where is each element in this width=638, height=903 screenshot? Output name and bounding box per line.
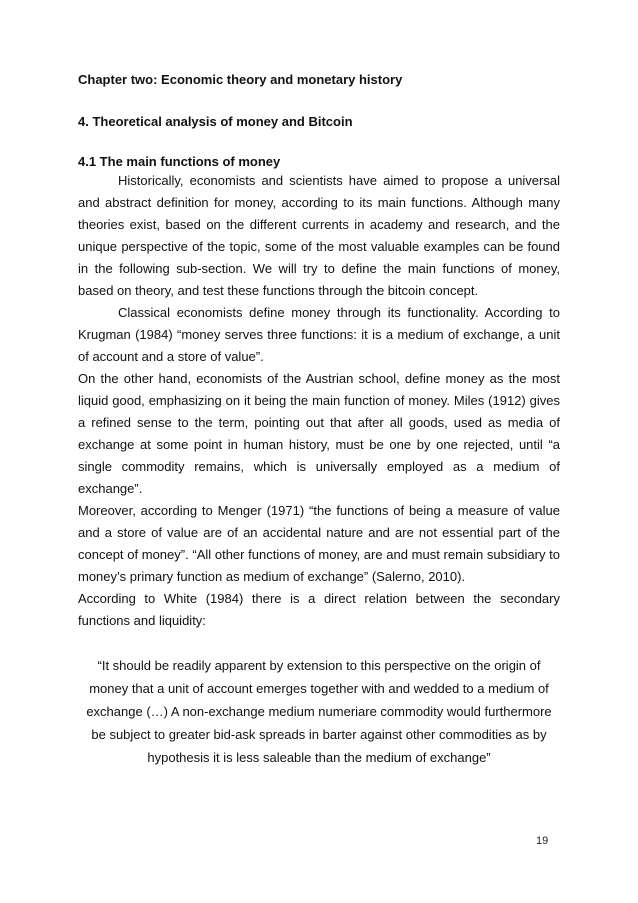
- paragraph-austrian-school: On the other hand, economists of the Austrian school, define money as the most liquid good, emphasizing on it being the main function of money. Miles (1912) gives a refined sense to the term, pointing out that after all goods, used as media of exchange at some point in human history, must be one by one rejected, until “a single commodity remains, which is universally employed as a medium of exchange”.: [78, 371, 560, 496]
- page-content: [78, 72, 560, 769]
- paragraph-classical-economists: Classical economists define money through its functionality. According to Krugman (1984) “money serves three functions: it is a medium of exchange, a unit of account and a store of value”.: [78, 305, 560, 364]
- paragraph-historical-definitions: Historically, economists and scientists have aimed to propose a universal and abstract definition for money, according to its main functions. Although many theories exist, based on the different currents in academy and research, and the unique perspective of the topic, some of the most valuable examples can be found in the following sub-section. We will try to define the main functions of money, based on theory, and test these functions through the bitcoin concept.: [78, 173, 560, 298]
- block-quote: “It should be readily apparent by extension to this perspective on the origin of money that a unit of account emerges together with and wedded to a medium of exchange (…) A non-exchange medium numeriare commodity would furthermore be subject to greater bid-ask spreads in barter against other commodities as by hypothesis it is less saleable than the medium of exchange”: [86, 658, 552, 765]
- paragraph-menger: Moreover, according to Menger (1971) “the functions of being a measure of value and a store of value are of an accidental nature and are not essential part of the concept of money”. “All other functions of money, are and must remain subsidiary to money’s primary function as medium of exchange” (Salerno, 2010).: [78, 503, 560, 584]
- subsection-title: 4.1 The main functions of money: [78, 154, 281, 169]
- page-number: 19: [536, 835, 549, 847]
- paragraph-white-liquidity: According to White (1984) there is a direct relation between the secondary functions and liquidity:: [78, 591, 560, 628]
- section-title: 4. Theoretical analysis of money and Bitcoin: [78, 114, 353, 129]
- chapter-title: Chapter two: Economic theory and monetary history: [78, 72, 403, 87]
